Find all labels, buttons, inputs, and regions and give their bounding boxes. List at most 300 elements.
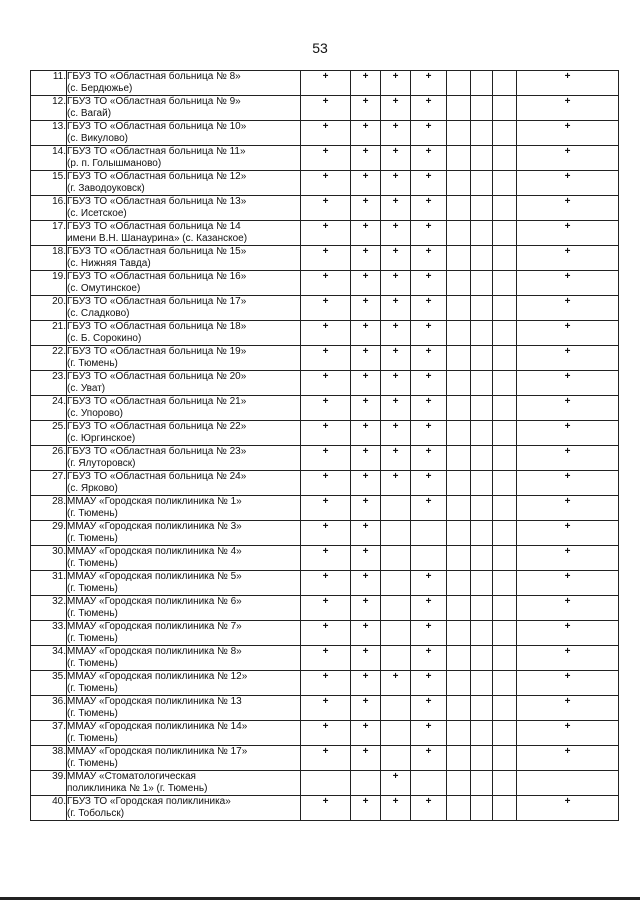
mark-cell: + bbox=[351, 346, 381, 371]
facility-name: ГБУЗ ТО «Областная больница № 14 имени В.Н. Шанаурина» (с. Казанское) bbox=[67, 221, 301, 246]
mark-cell bbox=[471, 96, 493, 121]
mark-cell: + bbox=[351, 371, 381, 396]
mark-cell bbox=[471, 671, 493, 696]
mark-cell bbox=[411, 521, 447, 546]
mark-cell: + bbox=[411, 571, 447, 596]
row-number: 28. bbox=[31, 496, 67, 521]
row-number: 39. bbox=[31, 771, 67, 796]
mark-cell: + bbox=[301, 471, 351, 496]
table-row bbox=[31, 196, 619, 221]
mark-cell bbox=[471, 696, 493, 721]
mark-cell bbox=[447, 146, 471, 171]
mark-cell: + bbox=[301, 221, 351, 246]
mark-cell: + bbox=[411, 246, 447, 271]
mark-cell bbox=[493, 146, 517, 171]
mark-cell: + bbox=[517, 521, 619, 546]
mark-cell bbox=[493, 496, 517, 521]
table-row bbox=[31, 421, 619, 446]
mark-cell: + bbox=[517, 321, 619, 346]
facility-name: ММАУ «Городская поликлиника № 14» (г. Тюмень) bbox=[67, 721, 301, 746]
mark-cell: + bbox=[381, 796, 411, 821]
mark-cell: + bbox=[301, 671, 351, 696]
mark-cell bbox=[381, 521, 411, 546]
mark-cell: + bbox=[517, 496, 619, 521]
mark-cell: + bbox=[351, 271, 381, 296]
facility-name: ММАУ «Городская поликлиника № 13 (г. Тюмень) bbox=[67, 696, 301, 721]
mark-cell: + bbox=[411, 796, 447, 821]
mark-cell bbox=[411, 771, 447, 796]
mark-cell: + bbox=[411, 221, 447, 246]
table-row bbox=[31, 346, 619, 371]
mark-cell: + bbox=[411, 171, 447, 196]
mark-cell bbox=[493, 421, 517, 446]
mark-cell bbox=[471, 646, 493, 671]
mark-cell: + bbox=[517, 546, 619, 571]
row-number: 16. bbox=[31, 196, 67, 221]
mark-cell: + bbox=[411, 121, 447, 146]
facilities-table bbox=[30, 70, 619, 821]
mark-cell bbox=[517, 771, 619, 796]
mark-cell bbox=[493, 196, 517, 221]
mark-cell bbox=[493, 771, 517, 796]
row-number: 23. bbox=[31, 371, 67, 396]
mark-cell bbox=[381, 696, 411, 721]
mark-cell bbox=[447, 346, 471, 371]
mark-cell bbox=[447, 796, 471, 821]
mark-cell bbox=[493, 396, 517, 421]
facility-name: ММАУ «Городская поликлиника № 1» (г. Тюмень) bbox=[67, 496, 301, 521]
facility-name: ГБУЗ ТО «Областная больница № 13» (с. Исетское) bbox=[67, 196, 301, 221]
mark-cell: + bbox=[301, 196, 351, 221]
table-row bbox=[31, 321, 619, 346]
mark-cell bbox=[381, 721, 411, 746]
row-number: 33. bbox=[31, 621, 67, 646]
mark-cell bbox=[493, 721, 517, 746]
mark-cell bbox=[493, 246, 517, 271]
mark-cell bbox=[493, 121, 517, 146]
facility-name: ГБУЗ ТО «Областная больница № 18» (с. Б. Сорокино) bbox=[67, 321, 301, 346]
mark-cell: + bbox=[301, 596, 351, 621]
mark-cell: + bbox=[411, 721, 447, 746]
mark-cell bbox=[447, 571, 471, 596]
mark-cell: + bbox=[517, 121, 619, 146]
mark-cell: + bbox=[517, 296, 619, 321]
mark-cell bbox=[493, 221, 517, 246]
mark-cell bbox=[447, 471, 471, 496]
mark-cell: + bbox=[411, 271, 447, 296]
facility-name: ГБУЗ ТО «Областная больница № 23» (г. Ялуторовск) bbox=[67, 446, 301, 471]
mark-cell bbox=[447, 296, 471, 321]
mark-cell: + bbox=[381, 321, 411, 346]
mark-cell: + bbox=[517, 471, 619, 496]
mark-cell bbox=[381, 746, 411, 771]
mark-cell: + bbox=[411, 71, 447, 96]
mark-cell: + bbox=[351, 796, 381, 821]
mark-cell: + bbox=[301, 371, 351, 396]
facility-name: ММАУ «Городская поликлиника № 7» (г. Тюмень) bbox=[67, 621, 301, 646]
table-row bbox=[31, 221, 619, 246]
mark-cell bbox=[447, 771, 471, 796]
mark-cell: + bbox=[517, 796, 619, 821]
row-number: 26. bbox=[31, 446, 67, 471]
mark-cell bbox=[471, 371, 493, 396]
mark-cell: + bbox=[517, 671, 619, 696]
mark-cell bbox=[493, 371, 517, 396]
mark-cell bbox=[471, 246, 493, 271]
table-row bbox=[31, 96, 619, 121]
mark-cell: + bbox=[517, 396, 619, 421]
row-number: 25. bbox=[31, 421, 67, 446]
mark-cell: + bbox=[351, 221, 381, 246]
mark-cell bbox=[447, 746, 471, 771]
facility-name: ММАУ «Городская поликлиника № 5» (г. Тюмень) bbox=[67, 571, 301, 596]
mark-cell bbox=[493, 546, 517, 571]
table-row bbox=[31, 146, 619, 171]
mark-cell bbox=[471, 396, 493, 421]
mark-cell bbox=[471, 146, 493, 171]
mark-cell bbox=[493, 296, 517, 321]
mark-cell: + bbox=[351, 646, 381, 671]
mark-cell bbox=[471, 321, 493, 346]
row-number: 31. bbox=[31, 571, 67, 596]
facility-name: ГБУЗ ТО «Областная больница № 21» (с. Упорово) bbox=[67, 396, 301, 421]
table-row bbox=[31, 646, 619, 671]
mark-cell: + bbox=[351, 746, 381, 771]
mark-cell: + bbox=[381, 296, 411, 321]
facility-name: ГБУЗ ТО «Областная больница № 19» (г. Тюмень) bbox=[67, 346, 301, 371]
mark-cell: + bbox=[351, 621, 381, 646]
mark-cell bbox=[447, 496, 471, 521]
mark-cell: + bbox=[517, 96, 619, 121]
mark-cell bbox=[381, 496, 411, 521]
table-row bbox=[31, 696, 619, 721]
facility-name: ГБУЗ ТО «Областная больница № 8» (с. Бердюжье) bbox=[67, 71, 301, 96]
mark-cell: + bbox=[411, 421, 447, 446]
facility-name: ГБУЗ ТО «Областная больница № 11» (р. п. Голышманово) bbox=[67, 146, 301, 171]
row-number: 15. bbox=[31, 171, 67, 196]
mark-cell bbox=[447, 521, 471, 546]
mark-cell bbox=[447, 71, 471, 96]
mark-cell: + bbox=[411, 446, 447, 471]
mark-cell: + bbox=[301, 146, 351, 171]
row-number: 27. bbox=[31, 471, 67, 496]
mark-cell bbox=[471, 196, 493, 221]
mark-cell: + bbox=[411, 146, 447, 171]
mark-cell: + bbox=[381, 371, 411, 396]
page-number: 53 bbox=[312, 40, 328, 56]
mark-cell: + bbox=[351, 471, 381, 496]
mark-cell: + bbox=[411, 646, 447, 671]
mark-cell: + bbox=[411, 371, 447, 396]
mark-cell: + bbox=[411, 621, 447, 646]
mark-cell bbox=[471, 571, 493, 596]
table-row bbox=[31, 521, 619, 546]
mark-cell bbox=[447, 421, 471, 446]
row-number: 36. bbox=[31, 696, 67, 721]
row-number: 17. bbox=[31, 221, 67, 246]
mark-cell bbox=[447, 546, 471, 571]
mark-cell: + bbox=[301, 796, 351, 821]
mark-cell: + bbox=[351, 396, 381, 421]
row-number: 13. bbox=[31, 121, 67, 146]
facility-name: ММАУ «Городская поликлиника № 4» (г. Тюмень) bbox=[67, 546, 301, 571]
mark-cell bbox=[301, 771, 351, 796]
row-number: 21. bbox=[31, 321, 67, 346]
mark-cell bbox=[447, 96, 471, 121]
facility-name: ГБУЗ ТО «Областная больница № 9» (с. Вагай) bbox=[67, 96, 301, 121]
facility-name: ГБУЗ ТО «Областная больница № 24» (с. Ярково) bbox=[67, 471, 301, 496]
facility-name: ГБУЗ ТО «Областная больница № 16» (с. Омутинское) bbox=[67, 271, 301, 296]
mark-cell bbox=[447, 721, 471, 746]
mark-cell: + bbox=[351, 146, 381, 171]
table-row bbox=[31, 571, 619, 596]
mark-cell: + bbox=[301, 721, 351, 746]
mark-cell bbox=[493, 471, 517, 496]
mark-cell bbox=[381, 571, 411, 596]
mark-cell: + bbox=[517, 696, 619, 721]
mark-cell bbox=[493, 321, 517, 346]
table-row bbox=[31, 246, 619, 271]
row-number: 22. bbox=[31, 346, 67, 371]
mark-cell: + bbox=[411, 671, 447, 696]
row-number: 11. bbox=[31, 71, 67, 96]
mark-cell bbox=[471, 171, 493, 196]
mark-cell bbox=[493, 746, 517, 771]
mark-cell: + bbox=[517, 221, 619, 246]
mark-cell: + bbox=[351, 496, 381, 521]
mark-cell bbox=[447, 446, 471, 471]
mark-cell bbox=[447, 596, 471, 621]
mark-cell: + bbox=[411, 396, 447, 421]
mark-cell bbox=[447, 396, 471, 421]
row-number: 12. bbox=[31, 96, 67, 121]
facility-name: ГБУЗ ТО «Городская поликлиника» (г. Тобольск) bbox=[67, 796, 301, 821]
table-row bbox=[31, 471, 619, 496]
table-body bbox=[31, 71, 619, 821]
mark-cell: + bbox=[351, 521, 381, 546]
mark-cell bbox=[447, 246, 471, 271]
table-row bbox=[31, 721, 619, 746]
mark-cell: + bbox=[381, 396, 411, 421]
mark-cell: + bbox=[411, 196, 447, 221]
mark-cell: + bbox=[517, 346, 619, 371]
table-row bbox=[31, 71, 619, 96]
mark-cell bbox=[471, 796, 493, 821]
mark-cell: + bbox=[301, 396, 351, 421]
table-row bbox=[31, 621, 619, 646]
mark-cell: + bbox=[301, 171, 351, 196]
mark-cell: + bbox=[517, 746, 619, 771]
mark-cell: + bbox=[411, 746, 447, 771]
mark-cell bbox=[411, 546, 447, 571]
mark-cell: + bbox=[411, 96, 447, 121]
mark-cell: + bbox=[351, 196, 381, 221]
row-number: 18. bbox=[31, 246, 67, 271]
mark-cell: + bbox=[351, 446, 381, 471]
mark-cell: + bbox=[381, 446, 411, 471]
mark-cell: + bbox=[301, 496, 351, 521]
mark-cell: + bbox=[301, 271, 351, 296]
mark-cell: + bbox=[517, 621, 619, 646]
mark-cell bbox=[493, 571, 517, 596]
mark-cell bbox=[493, 446, 517, 471]
mark-cell: + bbox=[517, 146, 619, 171]
mark-cell: + bbox=[517, 371, 619, 396]
mark-cell: + bbox=[351, 696, 381, 721]
mark-cell bbox=[471, 746, 493, 771]
mark-cell bbox=[471, 471, 493, 496]
mark-cell bbox=[471, 121, 493, 146]
table-row bbox=[31, 771, 619, 796]
mark-cell: + bbox=[381, 671, 411, 696]
mark-cell bbox=[493, 271, 517, 296]
mark-cell: + bbox=[301, 521, 351, 546]
mark-cell bbox=[471, 496, 493, 521]
facility-name: ММАУ «Городская поликлиника № 8» (г. Тюмень) bbox=[67, 646, 301, 671]
mark-cell bbox=[471, 296, 493, 321]
mark-cell bbox=[447, 371, 471, 396]
mark-cell bbox=[447, 621, 471, 646]
mark-cell: + bbox=[517, 421, 619, 446]
mark-cell: + bbox=[301, 621, 351, 646]
mark-cell bbox=[447, 321, 471, 346]
mark-cell: + bbox=[301, 746, 351, 771]
table-row bbox=[31, 596, 619, 621]
mark-cell: + bbox=[301, 696, 351, 721]
facility-name: ММАУ «Стоматологическая поликлиника № 1» (г. Тюмень) bbox=[67, 771, 301, 796]
row-number: 38. bbox=[31, 746, 67, 771]
facility-name: ММАУ «Городская поликлиника № 6» (г. Тюмень) bbox=[67, 596, 301, 621]
mark-cell: + bbox=[351, 571, 381, 596]
row-number: 29. bbox=[31, 521, 67, 546]
facility-name: ММАУ «Городская поликлиника № 17» (г. Тюмень) bbox=[67, 746, 301, 771]
mark-cell bbox=[493, 521, 517, 546]
mark-cell bbox=[493, 646, 517, 671]
table-row bbox=[31, 296, 619, 321]
mark-cell bbox=[471, 546, 493, 571]
table-row bbox=[31, 446, 619, 471]
mark-cell: + bbox=[381, 71, 411, 96]
mark-cell bbox=[447, 271, 471, 296]
mark-cell: + bbox=[517, 196, 619, 221]
mark-cell: + bbox=[351, 246, 381, 271]
mark-cell: + bbox=[517, 446, 619, 471]
facility-name: ГБУЗ ТО «Областная больница № 22» (с. Юргинское) bbox=[67, 421, 301, 446]
mark-cell: + bbox=[381, 196, 411, 221]
mark-cell: + bbox=[301, 246, 351, 271]
facility-name: ГБУЗ ТО «Областная больница № 10» (с. Викулово) bbox=[67, 121, 301, 146]
mark-cell: + bbox=[381, 771, 411, 796]
row-number: 37. bbox=[31, 721, 67, 746]
mark-cell: + bbox=[381, 221, 411, 246]
mark-cell bbox=[493, 621, 517, 646]
mark-cell bbox=[471, 521, 493, 546]
mark-cell: + bbox=[381, 246, 411, 271]
mark-cell bbox=[447, 671, 471, 696]
row-number: 19. bbox=[31, 271, 67, 296]
mark-cell: + bbox=[301, 321, 351, 346]
mark-cell: + bbox=[351, 171, 381, 196]
mark-cell: + bbox=[301, 646, 351, 671]
row-number: 35. bbox=[31, 671, 67, 696]
table-row bbox=[31, 796, 619, 821]
facility-name: ГБУЗ ТО «Областная больница № 12» (г. Заводоуковск) bbox=[67, 171, 301, 196]
mark-cell bbox=[381, 596, 411, 621]
mark-cell bbox=[471, 446, 493, 471]
row-number: 32. bbox=[31, 596, 67, 621]
mark-cell bbox=[351, 771, 381, 796]
row-number: 24. bbox=[31, 396, 67, 421]
mark-cell bbox=[381, 621, 411, 646]
mark-cell: + bbox=[411, 471, 447, 496]
mark-cell bbox=[447, 696, 471, 721]
mark-cell bbox=[493, 796, 517, 821]
mark-cell: + bbox=[351, 121, 381, 146]
mark-cell: + bbox=[517, 596, 619, 621]
bottom-rule bbox=[0, 897, 640, 900]
row-number: 34. bbox=[31, 646, 67, 671]
table-row bbox=[31, 396, 619, 421]
mark-cell bbox=[447, 121, 471, 146]
mark-cell: + bbox=[411, 596, 447, 621]
mark-cell bbox=[471, 221, 493, 246]
table-row bbox=[31, 546, 619, 571]
mark-cell: + bbox=[351, 71, 381, 96]
table-row bbox=[31, 671, 619, 696]
mark-cell bbox=[493, 671, 517, 696]
mark-cell bbox=[447, 221, 471, 246]
mark-cell: + bbox=[301, 571, 351, 596]
mark-cell: + bbox=[411, 296, 447, 321]
mark-cell bbox=[471, 346, 493, 371]
mark-cell: + bbox=[301, 346, 351, 371]
mark-cell bbox=[381, 646, 411, 671]
mark-cell: + bbox=[301, 121, 351, 146]
mark-cell: + bbox=[301, 546, 351, 571]
mark-cell: + bbox=[411, 696, 447, 721]
mark-cell bbox=[471, 421, 493, 446]
mark-cell: + bbox=[517, 171, 619, 196]
mark-cell bbox=[447, 646, 471, 671]
row-number: 20. bbox=[31, 296, 67, 321]
mark-cell bbox=[447, 196, 471, 221]
mark-cell: + bbox=[411, 346, 447, 371]
mark-cell: + bbox=[301, 71, 351, 96]
mark-cell: + bbox=[351, 321, 381, 346]
mark-cell bbox=[471, 71, 493, 96]
mark-cell: + bbox=[381, 421, 411, 446]
mark-cell bbox=[493, 696, 517, 721]
table-row bbox=[31, 171, 619, 196]
mark-cell: + bbox=[381, 146, 411, 171]
mark-cell: + bbox=[381, 346, 411, 371]
mark-cell: + bbox=[411, 496, 447, 521]
facility-name: ГБУЗ ТО «Областная больница № 20» (с. Уват) bbox=[67, 371, 301, 396]
table-row bbox=[31, 121, 619, 146]
mark-cell: + bbox=[517, 721, 619, 746]
mark-cell: + bbox=[351, 296, 381, 321]
mark-cell bbox=[471, 721, 493, 746]
mark-cell bbox=[493, 346, 517, 371]
mark-cell: + bbox=[351, 546, 381, 571]
mark-cell: + bbox=[301, 446, 351, 471]
mark-cell: + bbox=[351, 96, 381, 121]
mark-cell: + bbox=[517, 646, 619, 671]
mark-cell bbox=[493, 71, 517, 96]
mark-cell: + bbox=[351, 671, 381, 696]
row-number: 14. bbox=[31, 146, 67, 171]
table-row bbox=[31, 271, 619, 296]
